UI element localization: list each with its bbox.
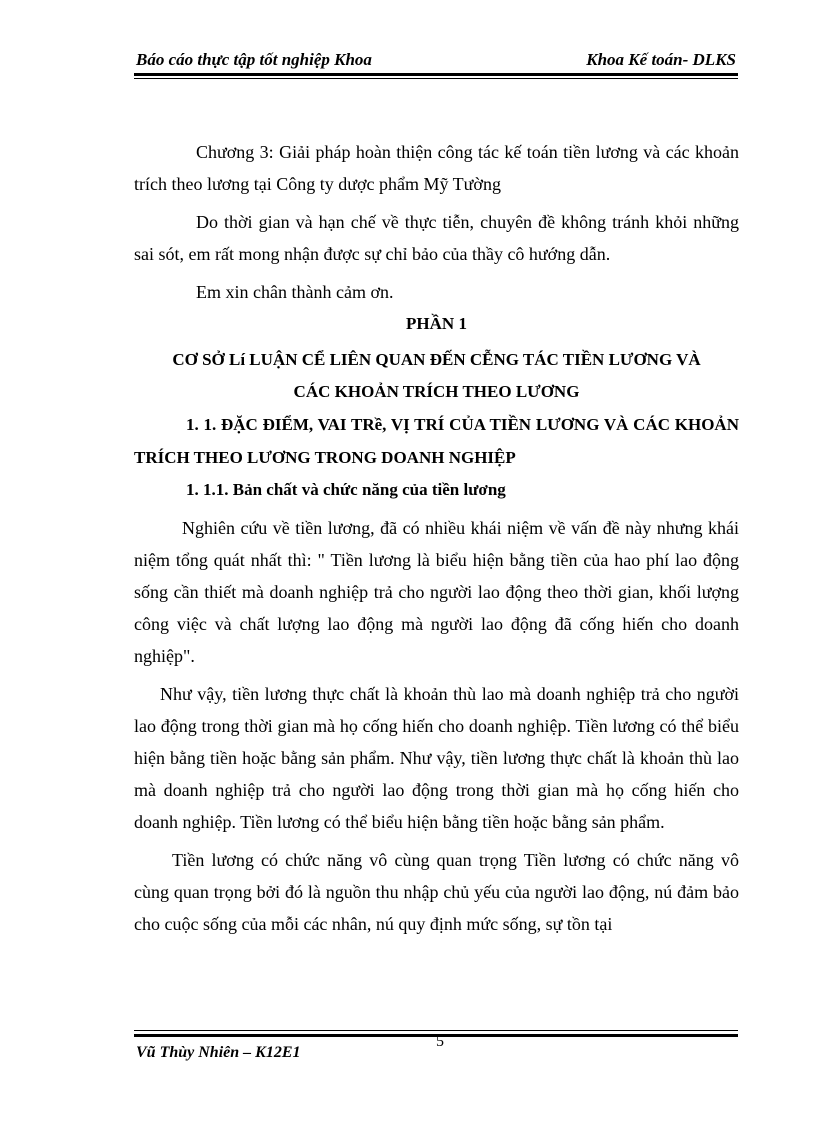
paragraph-limitations: Do thời gian và hạn chế về thực tiễn, chuyên đề không tránh khỏi những sai sót, em rất mong nhận được sự chỉ bảo của thầy cô hướng dẫn. — [134, 212, 739, 264]
header-department: Khoa Kế toán- DLKS — [586, 50, 736, 69]
paragraph-chapter-3: Chương 3: Giải pháp hoàn thiện công tác kế toán tiền lương và các khoản trích theo lương tại Công ty dược phẩm Mỹ Tường — [134, 142, 739, 194]
part-title: PHẦN 1 — [406, 314, 467, 333]
header-report-title: Báo cáo thực tập tốt nghiệp Khoa — [136, 50, 372, 69]
part-subtitle-line-1: CƠ SỞ Lí LUẬN CỂ LIÊN QUAN ĐẾN CỄNG TÁC TIỀN LƯƠNG VÀ — [172, 350, 701, 369]
header-rule-thick — [134, 73, 738, 76]
part-subtitle-line-2: CÁC KHOẢN TRÍCH THEO LƯƠNG — [293, 382, 580, 401]
footer-rule-thin — [134, 1030, 738, 1031]
paragraph-wage-function: Tiền lương có chức năng vô cùng quan trọng Tiền lương có chức năng vô cùng quan trọng bởi đó là nguồn thu nhập chủ yếu của người lao động, nú đảm bảo cho cuộc sống của mỗi các nhân, nú quy định mức sống, sự tồn tại — [134, 850, 739, 934]
footer-author: Vũ Thùy Nhiên – K12E1 — [136, 1044, 301, 1061]
paragraph-thanks: Em xin chân thành cảm ơn. — [196, 282, 394, 302]
paragraph-wage-nature: Như vậy, tiền lương thực chất là khoản thù lao mà doanh nghiệp trả cho người lao động trong thời gian mà họ cống hiến cho doanh nghiệp. Tiền lương có thể biểu hiện bằng tiền hoặc bằng sản phẩm. Như vậy, tiền lương thực chất là khoản thù lao mà doanh nghiệp trả cho người lao động trong thời gian mà họ cống hiến cho doanh nghiệp. Tiền lương có thể biểu hiện bằng tiền hoặc bằng sản phẩm. — [134, 684, 739, 832]
subsection-heading: 1. 1.1. Bản chất và chức năng của tiền lương — [186, 480, 506, 499]
page-header — [134, 46, 738, 72]
paragraph-wage-definition: Nghiên cứu về tiền lương, đã có nhiều khái niệm về vấn đề này nhưng khái niệm tổng quát nhất thì: " Tiền lương là biểu hiện bằng tiền của hao phí lao động sống cần thiết mà doanh nghiệp trả cho người lao động theo thời gian, khối lượng công việc và chất lượng lao động mà người lao động đã cống hiến cho doanh nghiệp". — [134, 518, 739, 666]
page-body — [134, 136, 739, 940]
header-rule-thin — [134, 78, 738, 79]
page-number: 5 — [436, 1033, 444, 1050]
section-heading: 1. 1. ĐẶC ĐIỂM, VAI TRề, VỊ TRÍ CỦA TIỀN LƯƠNG VÀ CÁC KHOẢN TRÍCH THEO LƯƠNG TRONG DOANH NGHIỆP — [134, 415, 739, 467]
